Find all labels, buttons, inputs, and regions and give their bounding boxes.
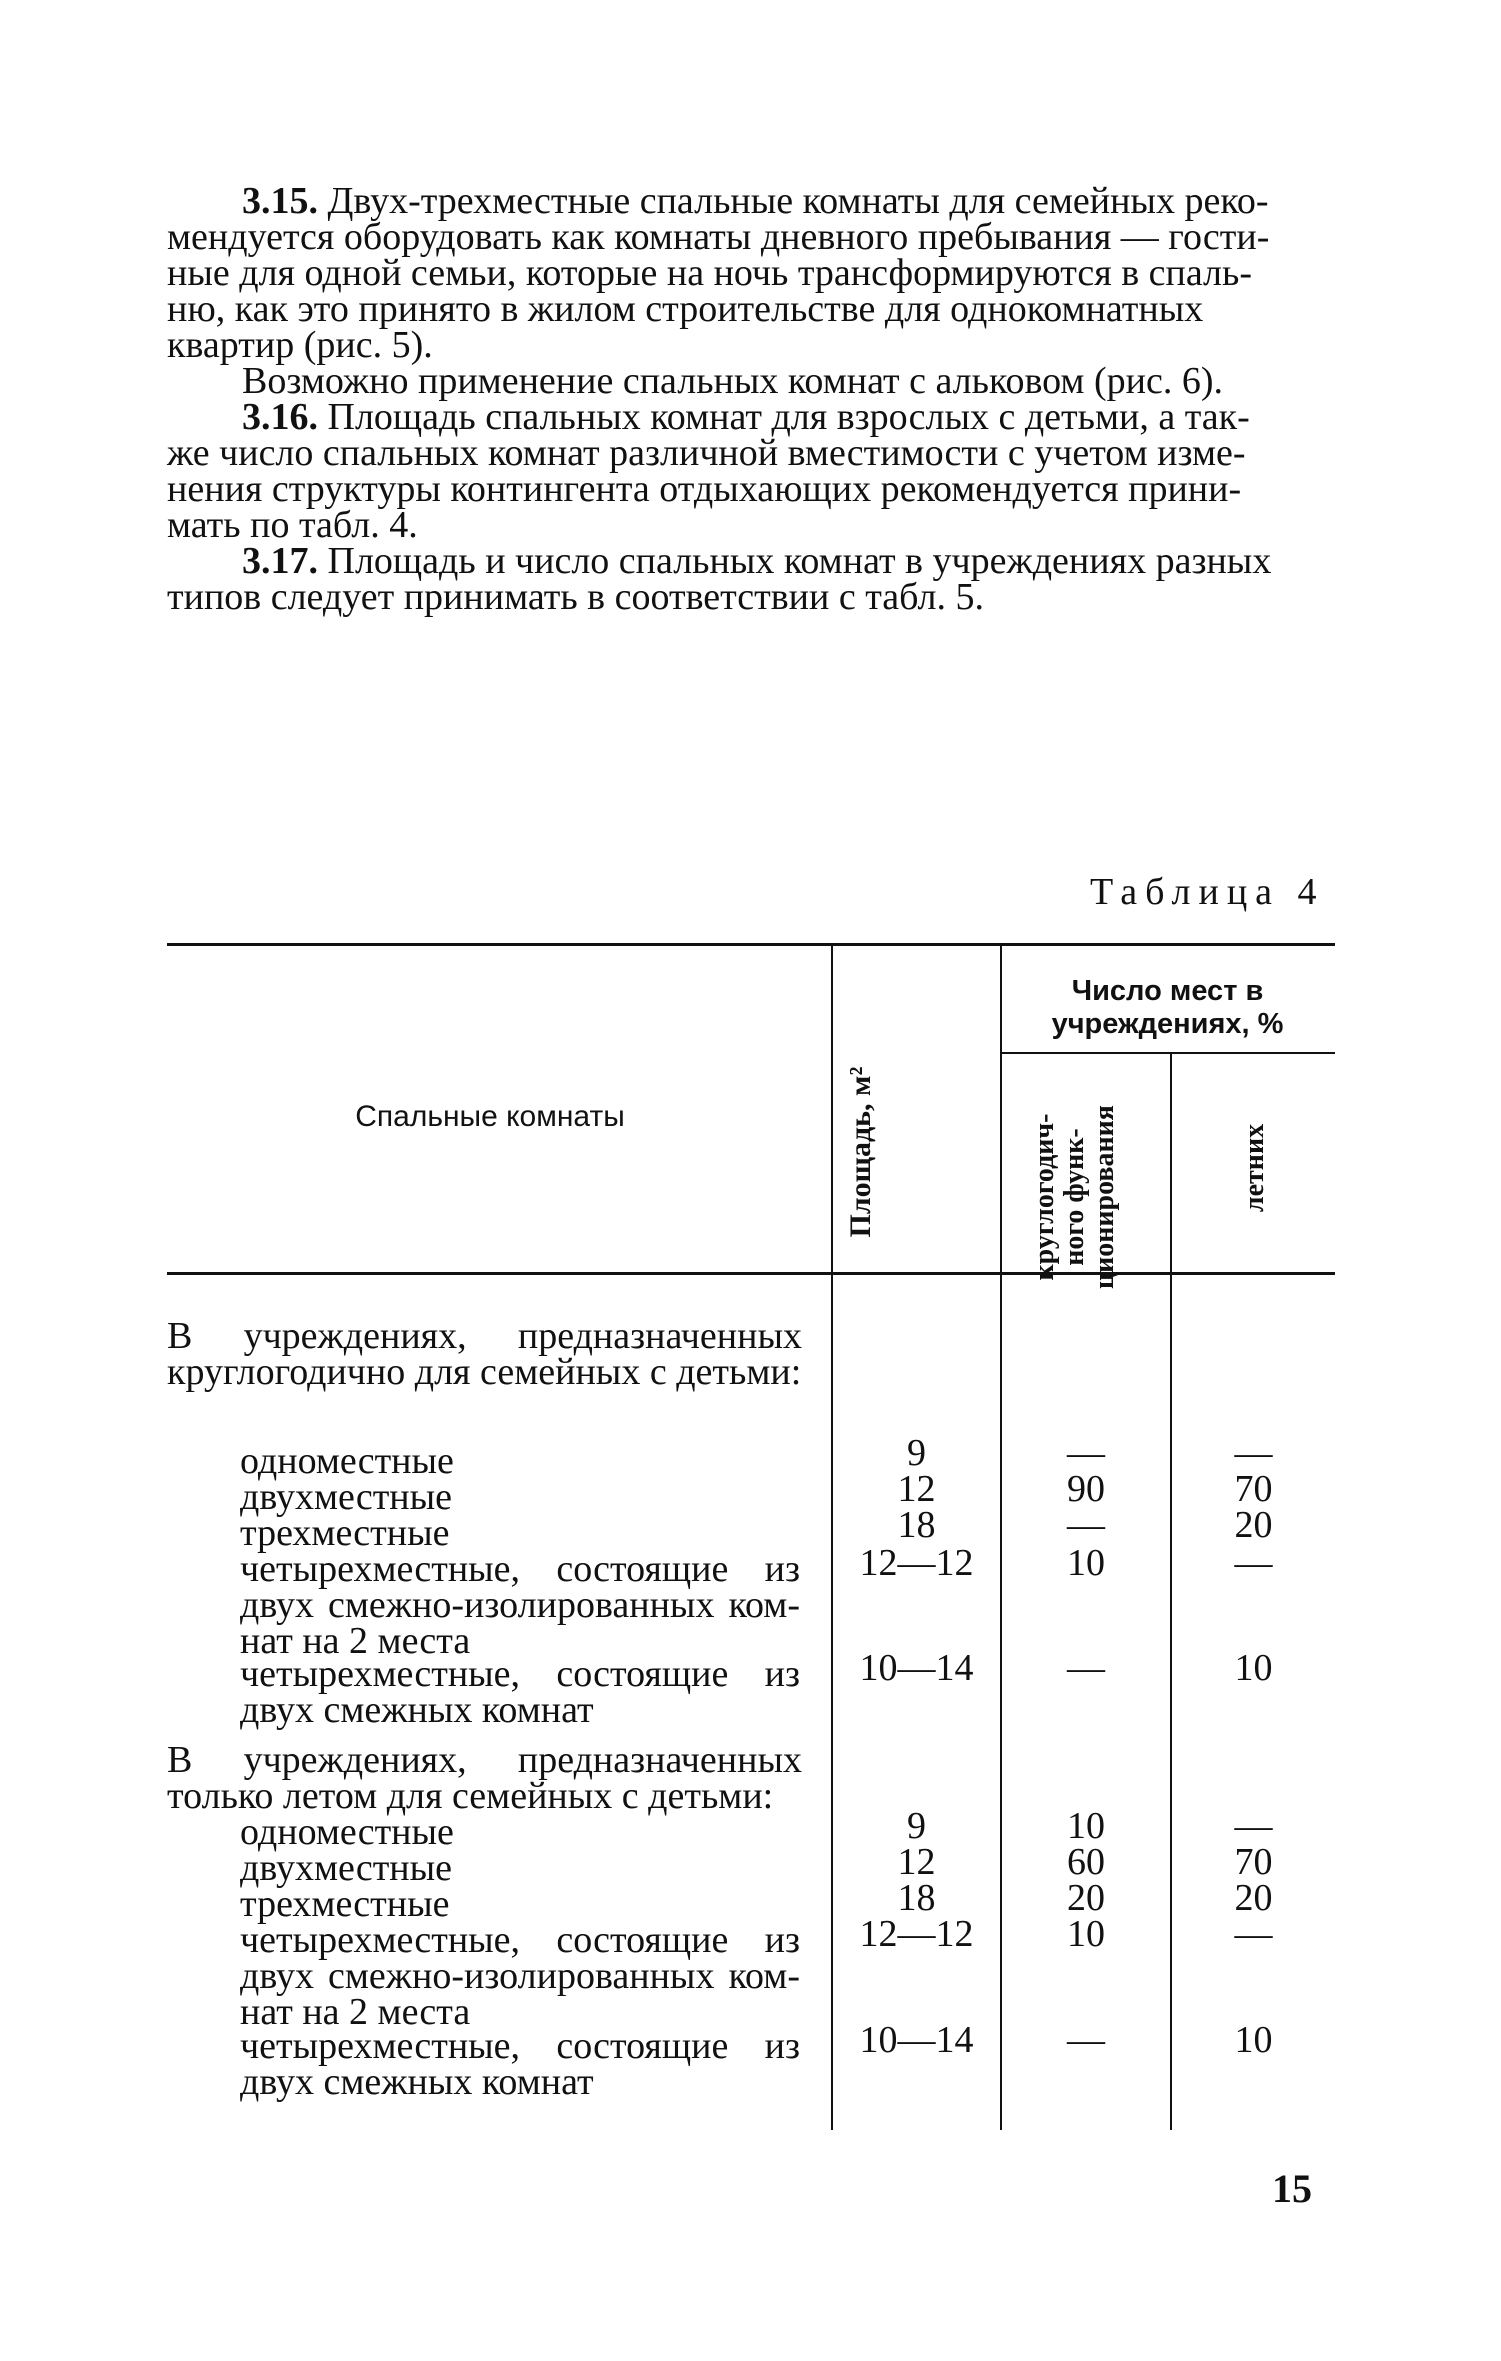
paragraph-line: квартир (рис. 5). xyxy=(167,324,433,366)
paragraph-line: ные для одной семьи, которые на ночь трансформируются в спаль- xyxy=(167,252,1252,294)
cell-year-round: — xyxy=(1067,1504,1105,1546)
row-label: четырехместные, состоящие из двух смежных комнат xyxy=(240,1653,800,1731)
paragraph-number: 3.16. xyxy=(242,396,318,438)
paragraph-line: ню, как это принято в жилом строительстве для однокомнатных xyxy=(167,288,1204,330)
cell-summer: — xyxy=(1234,1913,1273,1955)
header-summer: летних xyxy=(1239,1123,1270,1213)
table-title: Таблица 4 xyxy=(1090,871,1325,913)
cell-summer: — xyxy=(1234,1542,1273,1584)
cell-area: 12 xyxy=(897,1841,936,1883)
cell-area: 10—14 xyxy=(859,2019,974,2061)
paragraph-3-16 xyxy=(167,396,1335,546)
header-places-group xyxy=(1010,975,1325,1041)
cell-summer: 10 xyxy=(1234,2019,1273,2061)
cell-area: 10—14 xyxy=(859,1647,974,1689)
paragraph-line: Площадь и число спальных комнат в учреждениях разных xyxy=(327,540,1272,582)
cell-summer: 20 xyxy=(1234,1504,1273,1546)
row-label: четырехместные, состоящие из двух смежно-изолированных ком-нат на 2 места xyxy=(240,1919,800,2033)
row-label: двухместные xyxy=(240,1847,453,1889)
cell-summer: — xyxy=(1234,1432,1273,1474)
cell-summer: 10 xyxy=(1234,1647,1273,1689)
row-label: двухместные xyxy=(240,1476,453,1518)
paragraph-line: Двух-трехместные спальные комнаты для семейных реко- xyxy=(327,180,1269,222)
cell-area: 12—12 xyxy=(859,1913,974,1955)
paragraph-line: мать по табл. 4. xyxy=(167,504,418,546)
page-number: 15 xyxy=(1272,2166,1312,2211)
cell-year-round: 20 xyxy=(1067,1877,1105,1919)
cell-area: 18 xyxy=(897,1504,936,1546)
cell-year-round: 60 xyxy=(1067,1841,1105,1883)
row-label: одноместные xyxy=(240,1440,454,1482)
cell-year-round: 10 xyxy=(1067,1805,1105,1847)
paragraph-alcove xyxy=(167,360,1335,402)
cell-summer: 70 xyxy=(1234,1468,1273,1510)
paragraph-line: же число спальных комнат различной вместимости с учетом изме- xyxy=(167,432,1246,474)
cell-year-round: 10 xyxy=(1067,1542,1105,1584)
cell-year-round: 10 xyxy=(1067,1913,1105,1955)
cell-area: 18 xyxy=(897,1877,936,1919)
row-label: одноместные xyxy=(240,1811,454,1853)
group-title: В учреждениях, предназначенных круглогодично для семейных с детьми: xyxy=(167,1315,802,1393)
header-bottom-rule xyxy=(167,1272,1335,1275)
paragraph-3-15 xyxy=(167,180,1335,366)
paragraph-number: 3.15. xyxy=(242,180,318,222)
cell-year-round: 90 xyxy=(1067,1468,1105,1510)
paragraph-number: 3.17. xyxy=(242,540,318,582)
cell-area: 12 xyxy=(897,1468,936,1510)
cell-year-round: — xyxy=(1067,2019,1105,2061)
paragraph-line: мендуется оборудовать как комнаты дневного пребывания — гости- xyxy=(167,216,1270,258)
row-label: трехместные xyxy=(240,1512,450,1554)
paragraph-line: Возможно применение спальных комнат с альковом (рис. 6). xyxy=(242,360,1223,402)
paragraph-line: нения структуры контингента отдыхающих рекомендуется прини- xyxy=(167,468,1242,510)
row-label: четырехместные, состоящие из двух смежных комнат xyxy=(240,2025,800,2103)
row-label: трехместные xyxy=(240,1883,450,1925)
paragraph-3-17 xyxy=(167,540,1335,618)
header-rooms: Спальные комнаты xyxy=(355,1100,625,1133)
header-year-round-label: круглогодич-ного функ-ционирования xyxy=(1029,1105,1120,1289)
header-year-round xyxy=(1030,1102,1140,1292)
cell-summer: — xyxy=(1234,1805,1273,1847)
header-places-group-label: Число мест в учреждениях, % xyxy=(1051,975,1284,1040)
header-area: Площадь, м² xyxy=(844,1066,877,1238)
cell-year-round: — xyxy=(1067,1432,1105,1474)
paragraph-line: Площадь спальных комнат для взрослых с детьми, а так- xyxy=(327,396,1250,438)
table-top-rule xyxy=(167,943,1335,946)
row-label: четырехместные, состоящие из двух смежно-изолированных ком-нат на 2 места xyxy=(240,1548,800,1662)
paragraph-line: типов следует принимать в соответствии с табл. 5. xyxy=(167,576,984,618)
cell-year-round: — xyxy=(1067,1647,1105,1689)
cell-area: 9 xyxy=(907,1432,926,1474)
cell-area: 12—12 xyxy=(859,1542,974,1584)
cell-area: 9 xyxy=(907,1805,926,1847)
group-title: В учреждениях, предназначенных только летом для семейных с детьми: xyxy=(167,1739,802,1817)
header-group-rule xyxy=(1000,1052,1335,1054)
cell-summer: 20 xyxy=(1234,1877,1273,1919)
cell-summer: 70 xyxy=(1234,1841,1273,1883)
col-divider-3 xyxy=(1170,1054,1172,2130)
